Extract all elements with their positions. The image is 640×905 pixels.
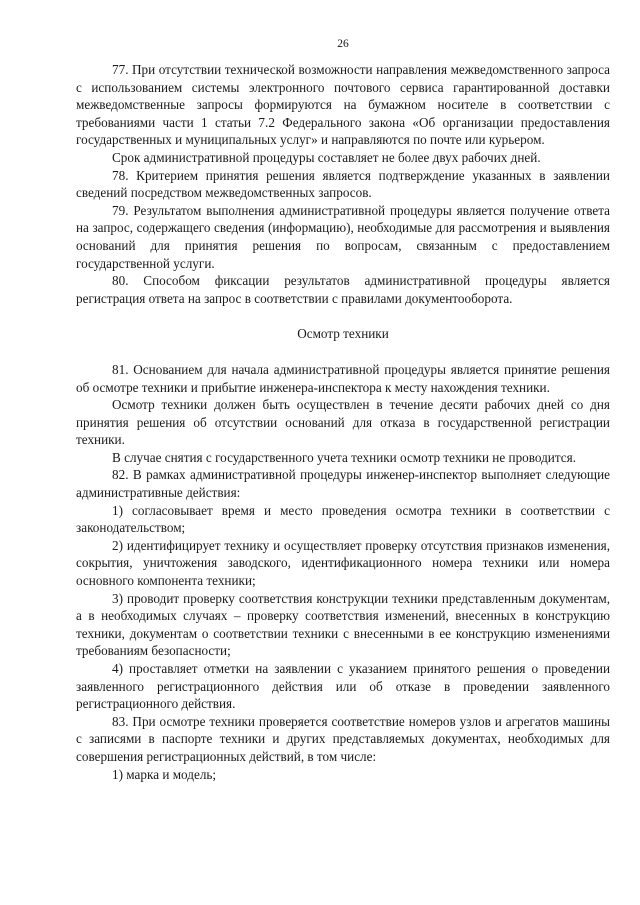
- list-item-83-1: 1) марка и модель;: [112, 766, 217, 782]
- paragraph-procedure-term: Срок административной процедуры составляет не более двух рабочих дней.: [112, 149, 541, 165]
- paragraph-79: 79. Результатом выполнения административной процедуры является получение ответа на запрос, содержащего сведения (информацию), необходимые для рассмотрения и выявления оснований для принятия решения по вопросам, связанным с предоставлением государственной услуги.: [76, 202, 610, 271]
- list-item-82-2: 2) идентифицирует технику и осуществляет проверку отсутствия признаков изменения, сокрытия, уничтожения заводского, идентификационного номера техники или номера основного компонента техники;: [76, 537, 610, 589]
- document-body: [76, 61, 610, 783]
- paragraph-deregistration: В случае снятия с государственного учета техники осмотр техники не проводится.: [112, 449, 577, 465]
- paragraph-80: 80. Способом фиксации результатов административной процедуры является регистрация ответа на запрос в соответствии с правилами документооборота.: [76, 273, 610, 306]
- paragraph-inspection-term: Осмотр техники должен быть осуществлен в течение десяти рабочих дней со дня принятия решения об отсутствии оснований для отказа в государственной регистрации техники.: [76, 397, 610, 448]
- paragraph-82: 82. В рамках административной процедуры инженер-инспектор выполняет следующие административные действия:: [76, 467, 610, 501]
- list-item-82-3: 3) проводит проверку соответствия конструкции техники представленным документам, а в необходимых случаях – проверку соответствия изменений, внесенных в конструкцию техники, документам о соответствии техники с внесенными в ее конструкцию изменениями требованиям безопасности;: [76, 590, 610, 659]
- list-item-82-4: 4) проставляет отметки на заявлении с указанием принятого решения о проведении заявленного регистрационного действия или об отказе в проведении заявленного регистрационного действия.: [76, 661, 610, 712]
- paragraph-83: 83. При осмотре техники проверяется соответствие номеров узлов и агрегатов машины с записями в паспорте техники и других представляемых документах, необходимых для совершения регистрационных действий, в том числе:: [76, 713, 610, 764]
- paragraph-78: 78. Критерием принятия решения является подтверждение указанных в заявлении сведений посредством межведомственных запросов.: [76, 167, 610, 201]
- section-heading: Осмотр техники: [297, 326, 389, 342]
- paragraph-81: 81. Основанием для начала административной процедуры является принятие решения об осмотре техники и прибытие инженера-инспектора к месту нахождения техники.: [76, 361, 610, 395]
- list-item-82-1: 1) согласовывает время и место проведения осмотра техники в соответствии с законодательством;: [76, 502, 610, 536]
- paragraph-77: 77. При отсутствии технической возможности направления межведомственного запроса с использованием системы электронного почтового сервиса гарантированной доставки межведомственные запросы формируются на бумажном носителе в соответствии с требованиями части 1 статьи 7.2 Федерального закона «Об организации предоставления государственных и муниципальных услуг» и направляются по почте или курьером.: [76, 62, 610, 148]
- page-number: 26: [337, 38, 349, 50]
